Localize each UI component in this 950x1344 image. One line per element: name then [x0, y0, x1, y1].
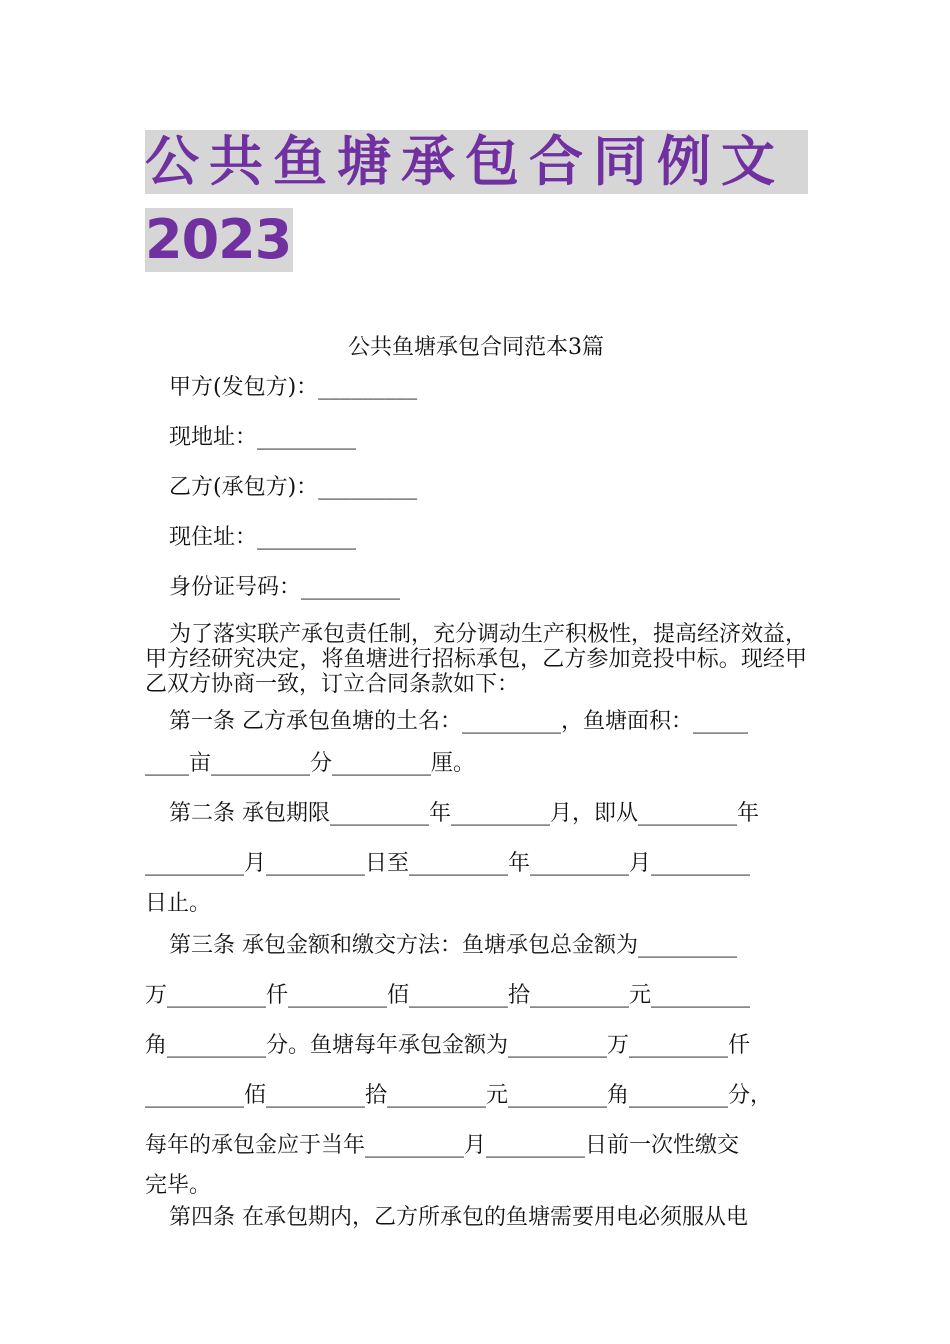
party-b-field: 乙方(承包方)：_________ [169, 475, 418, 500]
article-4-line-1: 第四条 在承包期内，乙方所承包的鱼塘需要用电必须服从电 [169, 1205, 748, 1230]
title-line-2: 2023 [145, 208, 292, 271]
article-1-line-2: ____亩_________分_________厘。 [145, 751, 476, 776]
article-3-line-4: _________佰_________拾_________元_________角_________分， [145, 1083, 773, 1108]
article-3-line-6: 完毕。 [145, 1173, 212, 1198]
party-a-address-field: 现地址：_________ [169, 425, 357, 450]
intro-paragraph: 为了落实联产承包责任制，充分调动生产积极性，提高经济效益，甲方经研究决定，将鱼塘进行招标承包，乙方参加竞投中标。现经甲乙双方协商一致，订立合同条款如下： [145, 622, 808, 697]
title-line-1: 公共鱼塘承包合同例文 [145, 130, 808, 194]
article-3-line-3: 角_________分。鱼塘每年承包金额为_________万_________仟 [145, 1033, 751, 1058]
document-body [145, 328, 807, 1235]
id-number-field: 身份证号码：_________ [169, 575, 401, 600]
article-3-line-1: 第三条 承包金额和缴交方法：鱼塘承包总金额为_________ [169, 933, 737, 958]
document-title [145, 130, 810, 276]
article-2-line-3: 日止。 [145, 891, 212, 916]
article-1-line-1: 第一条 乙方承包鱼塘的土名：_________，鱼塘面积：_____ [169, 709, 748, 734]
article-2-line-1: 第二条 承包期限_________年_________月，即从_________年 [169, 801, 759, 826]
party-a-field: 甲方(发包方)：_________ [169, 375, 418, 400]
party-b-address-field: 现住址：_________ [169, 525, 357, 550]
article-2-line-2: _________月_________日至_________年_________月_________ [145, 851, 751, 876]
document-subtitle: 公共鱼塘承包合同范本3篇 [348, 335, 604, 360]
article-3-line-5: 每年的承包金应于当年_________月_________日前一次性缴交 [145, 1133, 740, 1158]
article-3-line-2: 万_________仟_________佰_________拾_________元_________ [145, 983, 751, 1008]
